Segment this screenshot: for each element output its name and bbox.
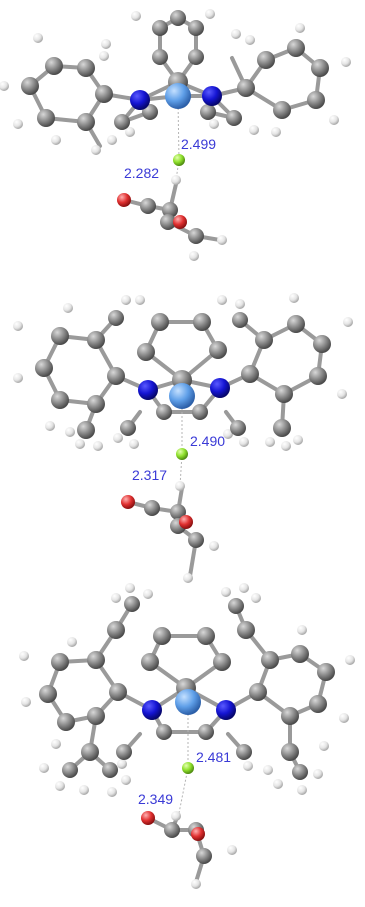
h-x-distance-label: 2.317 <box>132 467 168 483</box>
atoms <box>13 293 353 583</box>
h-x-distance-label: 2.282 <box>124 165 160 181</box>
weak-contacts <box>180 396 182 486</box>
bonds <box>48 604 326 882</box>
weak-contacts <box>176 100 179 180</box>
structure-panel-bottom <box>19 583 355 889</box>
weak-contacts <box>178 702 188 818</box>
h-x-distance-label: 2.349 <box>138 791 174 807</box>
structure-panel-top <box>0 9 351 261</box>
metal-x-distance-label: 2.481 <box>196 749 232 765</box>
atoms <box>19 583 355 889</box>
structure-panel-middle <box>13 293 353 583</box>
metal-x-distance-label: 2.490 <box>190 433 226 449</box>
atoms <box>0 9 351 261</box>
bonds <box>44 318 322 576</box>
metal-x-distance-label: 2.499 <box>181 136 217 152</box>
